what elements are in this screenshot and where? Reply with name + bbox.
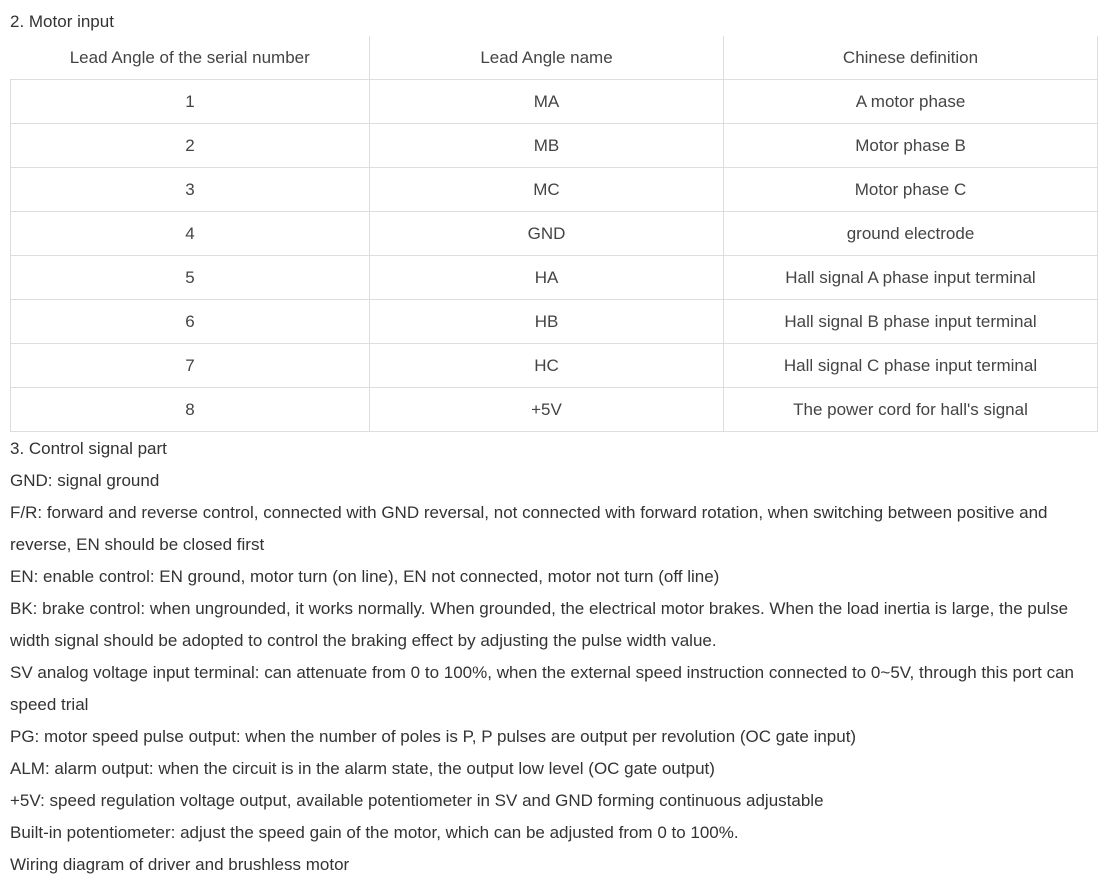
- cell-serial-number: 6: [11, 300, 370, 344]
- cell-lead-angle-name: HC: [370, 344, 724, 388]
- paragraph-en: EN: enable control: EN ground, motor turn (on line), EN not connected, motor not turn (off line): [10, 567, 720, 586]
- cell-lead-angle-name: GND: [370, 212, 724, 256]
- cell-definition: Motor phase C: [724, 168, 1098, 212]
- header-lead-angle-name: Lead Angle name: [370, 36, 724, 80]
- paragraph-bk: BK: brake control: when ungrounded, it works normally. When grounded, the electrical motor brakes. When the load inertia is large, the pulse width signal should be adopted to control the braking effect by adjusting the pulse width value.: [10, 599, 1069, 650]
- cell-definition: The power cord for hall's signal: [724, 388, 1098, 432]
- table-row: [11, 388, 1098, 432]
- cell-serial-number: 8: [11, 388, 370, 432]
- table-header-row: [11, 36, 1098, 80]
- cell-lead-angle-name: MB: [370, 124, 724, 168]
- paragraph-alm: ALM: alarm output: when the circuit is in the alarm state, the output low level (OC gate output): [10, 759, 715, 778]
- table-row: [11, 256, 1098, 300]
- table-row: [11, 300, 1098, 344]
- cell-definition: A motor phase: [724, 80, 1098, 124]
- cell-serial-number: 3: [11, 168, 370, 212]
- header-serial-number: Lead Angle of the serial number: [11, 36, 370, 80]
- table-row: [11, 344, 1098, 388]
- motor-input-table: [10, 36, 1098, 432]
- cell-definition: Motor phase B: [724, 124, 1098, 168]
- cell-lead-angle-name: HB: [370, 300, 724, 344]
- table-row: [11, 124, 1098, 168]
- cell-lead-angle-name: HA: [370, 256, 724, 300]
- paragraph-5v: +5V: speed regulation voltage output, available potentiometer in SV and GND forming continuous adjustable: [10, 791, 824, 810]
- control-signal-heading: 3. Control signal part: [10, 439, 167, 458]
- cell-serial-number: 2: [11, 124, 370, 168]
- cell-definition: Hall signal B phase input terminal: [724, 300, 1098, 344]
- cell-definition: Hall signal C phase input terminal: [724, 344, 1098, 388]
- paragraph-pg: PG: motor speed pulse output: when the number of poles is P, P pulses are output per revolution (OC gate input): [10, 727, 857, 746]
- cell-lead-angle-name: +5V: [370, 388, 724, 432]
- cell-serial-number: 5: [11, 256, 370, 300]
- cell-serial-number: 4: [11, 212, 370, 256]
- control-signal-section: [10, 433, 1108, 881]
- cell-serial-number: 7: [11, 344, 370, 388]
- paragraph-sv: SV analog voltage input terminal: can attenuate from 0 to 100%, when the external speed instruction connected to 0~5V, through this port can speed trial: [10, 663, 1074, 714]
- paragraph-potentiometer: Built-in potentiometer: adjust the speed gain of the motor, which can be adjusted from 0 to 100%.: [10, 823, 739, 842]
- paragraph-fr: F/R: forward and reverse control, connected with GND reversal, not connected with forward rotation, when switching between positive and reverse, EN should be closed first: [10, 503, 1048, 554]
- table-row: [11, 168, 1098, 212]
- cell-serial-number: 1: [11, 80, 370, 124]
- motor-input-heading: 2. Motor input: [10, 12, 114, 31]
- table-row: [11, 212, 1098, 256]
- cell-definition: Hall signal A phase input terminal: [724, 256, 1098, 300]
- table-row: [11, 80, 1098, 124]
- cell-lead-angle-name: MC: [370, 168, 724, 212]
- header-chinese-definition: Chinese definition: [724, 36, 1098, 80]
- paragraph-gnd: GND: signal ground: [10, 471, 160, 490]
- cell-lead-angle-name: MA: [370, 80, 724, 124]
- paragraph-wiring-diagram: Wiring diagram of driver and brushless motor: [10, 855, 350, 874]
- cell-definition: ground electrode: [724, 212, 1098, 256]
